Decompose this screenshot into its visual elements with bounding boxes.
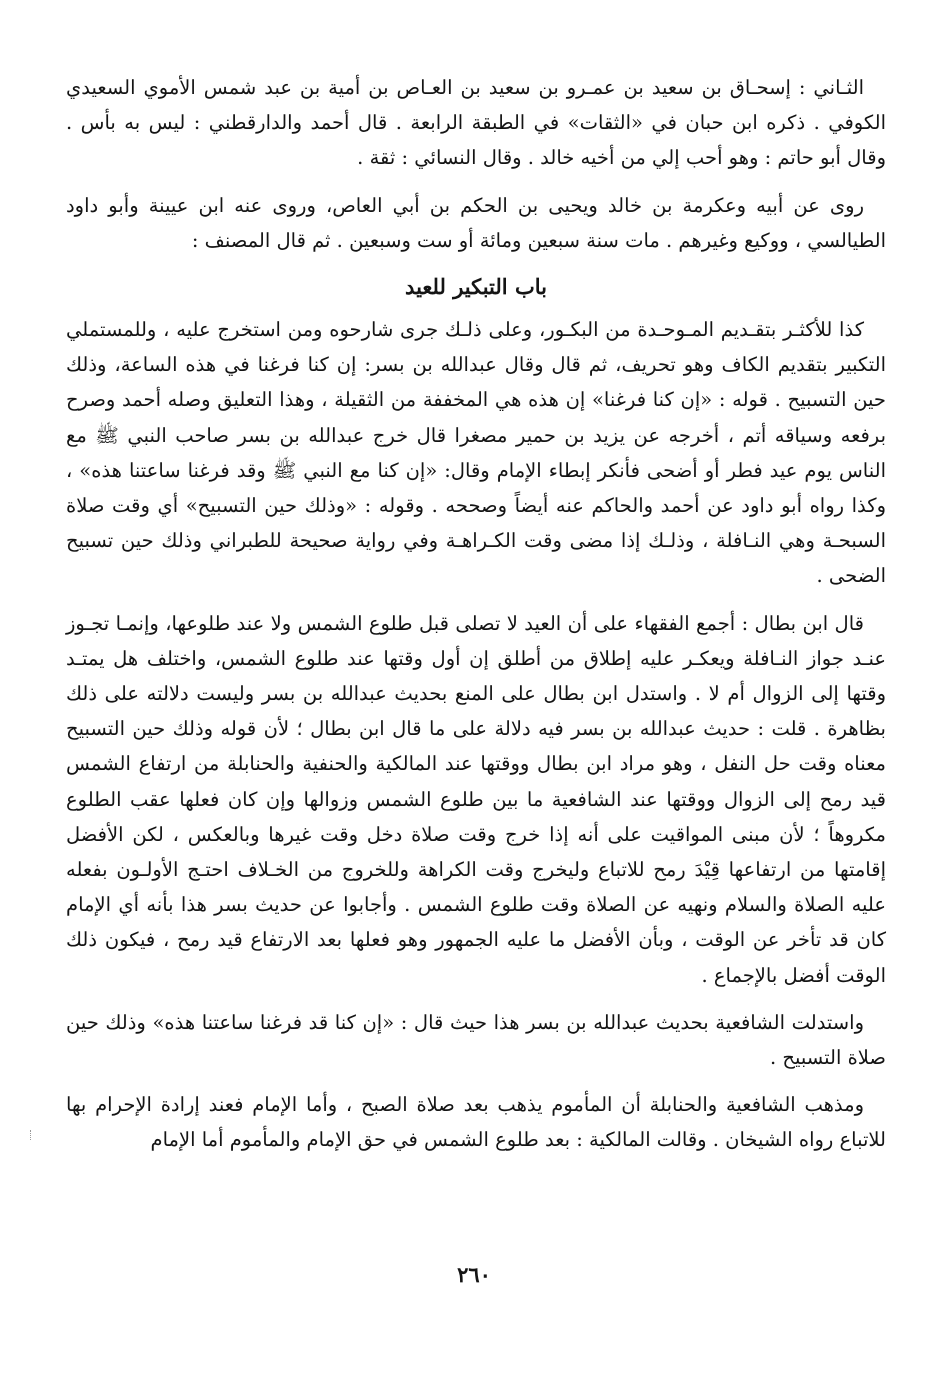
paragraph-narrator-reports: روى عن أبيه وعكرمة بن خالد ويحيى بن الحكم بن أبي العاص، وروى عنه ابن عيينة وأبو داود الطيالسي ، ووكيع وغيرهم . مات سنة سبعين ومائة أو ست وسبعين . ثم قال المصنف :	[66, 193, 886, 252]
paragraph-narrator-second: الثـاني : إسحـاق بن سعيد بن عمـرو بن سعيد بن العـاص بن أمية بن عبد شمس الأموي السعيدي الكوفي . ذكره ابن حبان في «الثقات» في الطبقة الرابعة . قال أحمد والدارقطني : ليس به بأس . وقال أبو حاتم : وهو أحب إلي من أخيه خالد . وقال النسائي : ثقة .	[66, 76, 886, 170]
paragraph-madhhab-views: ومذهب الشافعية والحنابلة أن المأموم يذهب بعد صلاة الصبح ، وأما الإمام فعند إرادة الإحرام بها للاتباع رواه الشيخان . وقالت المالكية : بعد طلوع الشمس في حق الإمام والمأموم أما الإمام	[66, 1093, 886, 1152]
scan-mark	[30, 1130, 34, 1140]
paragraph-commentary: كذا للأكثـر بتقـديم المـوحـدة من البكـور، وعلى ذلـك جرى شارحوه ومن استخرج عليه ، وللمستملي التكبير بتقديم الكاف وهو تحريف، ثم قال وقال عبدالله بن بسر: إن كنا فرغنا في هذه الساعة، وذلك حين التسبيح . قوله : «إن كنا فرغنا» إن هذه هي المخففة من الثقيلة ، وهذا التعليق وصله أحمد وصرح برفعه وسياقه أتم ، أخرجه عن يزيد بن حمير مصغرا قال خرج عبدالله بن بسر صاحب النبي ﷺ مع الناس يوم عيد فطر أو أضحى فأنكر إبطاء الإمام وقال: «إن كنا مع النبي ﷺ وقد فرغنا ساعتنا هذه» ، وكذا رواه أبو داود عن أحمد والحاكم عنه أيضاً وصححه . وقوله : «وذلك حين التسبيح» أي وقت صلاة السبحـة وهي النـافلة ، وذلـك إذا مضى وقت الكـراهـة وفي رواية صحيحة للطبراني وذلك حين تسبيح الضحى .	[66, 318, 886, 588]
paragraph-shafii-evidence: واستدلت الشافعية بحديث عبدالله بن بسر هذا حيث قال : «إن كنا قد فرغنا ساعتنا هذه» وذلك حين صلاة التسبيح .	[66, 1010, 886, 1070]
chapter-heading: باب التبكير للعيد	[405, 274, 547, 300]
page-body	[66, 70, 886, 1170]
paragraph-ibn-battal: قال ابن بطال : أجمع الفقهاء على أن العيد لا تصلى قبل طلوع الشمس ولا عند طلوعها، وإنمـا تجـوز عنـد جواز النـافلة ويعكـر عليه إطلاق من أطلق إن أول وقتها عند طلوع الشمس، واختلف هل يمتـد وقتها إلى الزوال أم لا . واستدل ابن بطال على المنع بحديث عبدالله بن بسر وليست دلالته على ذلك بظاهرة . قلت : حديث عبدالله بن بسر فيه دلالة على ما قال ابن بطال ؛ لأن قوله وذلك حين التسبيح معناه وقت حل النفل ، وهو مراد ابن بطال ووقتها عند المالكية والحنفية والحنابلة من ارتفاع الشمس قيد رمح إلى الزوال ووقتها عند الشافعية ما بين طلوع الشمس وزوالها وإن كان فعلها عقب الطلوع مكروهاً ؛ لأن مبنى المواقيت على أنه إذا خرج وقت صلاة دخل وقت غيرها وبالعكس ، لكن الأفضل إقامتها من ارتفاعها قِيْدَ رمح للاتباع وليخرج وقت الكراهة وللخروج من الخـلاف احتـج الأولـون بفعله عليه الصلاة والسلام ونهيه عن الصلاة وقت طلوع الشمس . وأجابوا عن حديث بسر هذا بأنه أي الإمام كان قد تأخر عن الوقت ، وبأن الأفضل ما عليه الجمهور وهو فعلها بعد الارتفاع قيد رمح ، فيكون ذلك الوقت أفضل بالإجماع .	[66, 611, 886, 987]
page-number: ٢٦٠	[457, 1262, 491, 1287]
